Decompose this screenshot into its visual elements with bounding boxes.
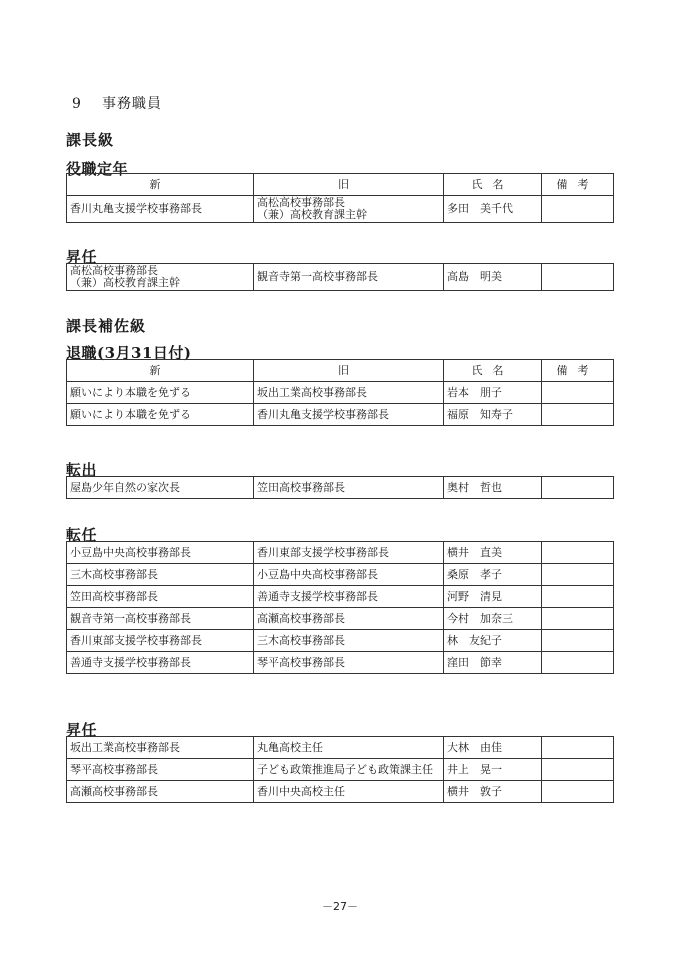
page-number: －27－ bbox=[322, 900, 358, 913]
header-remarks: 備考 bbox=[542, 360, 614, 382]
hosa-promotion-heading: 昇任 bbox=[66, 721, 98, 739]
table-row bbox=[67, 264, 614, 291]
hosa-promotion-table bbox=[66, 736, 614, 803]
table-header bbox=[67, 174, 614, 196]
cell-old: 香川中央高校主任 bbox=[254, 781, 444, 803]
cell-remarks bbox=[542, 264, 614, 291]
cell-old-line1: 高松高校事務部長 bbox=[257, 196, 345, 209]
cell-name: 窪田 節幸 bbox=[444, 652, 542, 674]
cell-remarks bbox=[542, 781, 614, 803]
hosa-transfer-table bbox=[66, 541, 614, 674]
table-row bbox=[67, 404, 614, 426]
cell-new: 観音寺第一高校事務部長 bbox=[67, 608, 254, 630]
cell-remarks bbox=[542, 630, 614, 652]
transfer-out-heading: 転出 bbox=[66, 461, 98, 479]
hosa-heading: 課長補佐級 bbox=[66, 317, 147, 335]
cell-old: 香川丸亀支援学校事務部長 bbox=[254, 404, 444, 426]
table-row bbox=[67, 382, 614, 404]
cell-old: 丸亀高校主任 bbox=[254, 737, 444, 759]
cell-name: 福原 知寿子 bbox=[444, 404, 542, 426]
kacho-promotion-heading: 昇任 bbox=[66, 248, 98, 266]
cell-new: 香川丸亀支援学校事務部長 bbox=[67, 196, 254, 223]
cell-name: 今村 加奈三 bbox=[444, 608, 542, 630]
cell-old: 観音寺第一高校事務部長 bbox=[254, 264, 444, 291]
cell-remarks bbox=[542, 737, 614, 759]
cell-name: 高島 明美 bbox=[444, 264, 542, 291]
cell-old-line2: （兼）高校教育課主幹 bbox=[257, 208, 367, 221]
cell-new: 善通寺支援学校事務部長 bbox=[67, 652, 254, 674]
cell-remarks bbox=[542, 196, 614, 223]
section-number: 9 bbox=[72, 96, 82, 112]
cell-remarks bbox=[542, 759, 614, 781]
cell-name: 多田 美千代 bbox=[444, 196, 542, 223]
table-header bbox=[67, 360, 614, 382]
cell-remarks bbox=[542, 404, 614, 426]
cell-remarks bbox=[542, 382, 614, 404]
header-name: 氏名 bbox=[444, 174, 542, 196]
cell-new: 笠田高校事務部長 bbox=[67, 586, 254, 608]
table-row bbox=[67, 586, 614, 608]
cell-name: 奥村 哲也 bbox=[444, 477, 542, 499]
cell-remarks bbox=[542, 477, 614, 499]
cell-old: 善通寺支援学校事務部長 bbox=[254, 586, 444, 608]
cell-new: 琴平高校事務部長 bbox=[67, 759, 254, 781]
cell-name: 大林 由佳 bbox=[444, 737, 542, 759]
table-row bbox=[67, 630, 614, 652]
table-row bbox=[67, 652, 614, 674]
table-row bbox=[67, 542, 614, 564]
cell-old: 琴平高校事務部長 bbox=[254, 652, 444, 674]
cell-new: 願いにより本職を免ずる bbox=[67, 382, 254, 404]
cell-new: 坂出工業高校事務部長 bbox=[67, 737, 254, 759]
cell-remarks bbox=[542, 652, 614, 674]
cell-old: 三木高校事務部長 bbox=[254, 630, 444, 652]
cell-remarks bbox=[542, 564, 614, 586]
header-new: 新 bbox=[67, 174, 254, 196]
cell-new: 屋島少年自然の家次長 bbox=[67, 477, 254, 499]
cell-old bbox=[254, 196, 444, 223]
section-heading bbox=[72, 93, 162, 113]
cell-old: 香川東部支援学校事務部長 bbox=[254, 542, 444, 564]
cell-new: 願いにより本職を免ずる bbox=[67, 404, 254, 426]
header-name: 氏名 bbox=[444, 360, 542, 382]
cell-name: 河野 清見 bbox=[444, 586, 542, 608]
kacho-promotion-table bbox=[66, 263, 614, 291]
hosa-transfer-out-table bbox=[66, 476, 614, 499]
header-old: 旧 bbox=[254, 360, 444, 382]
cell-old: 笠田高校事務部長 bbox=[254, 477, 444, 499]
header-remarks: 備考 bbox=[542, 174, 614, 196]
cell-old: 子ども政策推進局子ども政策課主任 bbox=[254, 759, 444, 781]
section-title: 事務職員 bbox=[102, 96, 162, 112]
cell-name: 横井 直美 bbox=[444, 542, 542, 564]
header-old: 旧 bbox=[254, 174, 444, 196]
cell-remarks bbox=[542, 608, 614, 630]
table-row bbox=[67, 781, 614, 803]
cell-name: 横井 敦子 bbox=[444, 781, 542, 803]
transfer-heading: 転任 bbox=[66, 526, 98, 544]
resignation-heading: 退職(3月31日付) bbox=[66, 344, 192, 362]
retirement-heading: 役職定年 bbox=[66, 160, 129, 178]
hosa-resignation-table bbox=[66, 359, 614, 426]
cell-new: 三木高校事務部長 bbox=[67, 564, 254, 586]
cell-name: 井上 晃一 bbox=[444, 759, 542, 781]
cell-remarks bbox=[542, 586, 614, 608]
kacho-heading: 課長級 bbox=[66, 131, 115, 149]
cell-new: 小豆島中央高校事務部長 bbox=[67, 542, 254, 564]
table-row bbox=[67, 196, 614, 223]
table-row bbox=[67, 737, 614, 759]
table-row bbox=[67, 564, 614, 586]
cell-new bbox=[67, 264, 254, 291]
cell-new-line1: 高松高校事務部長 bbox=[70, 264, 158, 277]
cell-old: 高瀬高校事務部長 bbox=[254, 608, 444, 630]
kacho-retirement-table bbox=[66, 173, 614, 223]
cell-old: 小豆島中央高校事務部長 bbox=[254, 564, 444, 586]
cell-name: 林 友紀子 bbox=[444, 630, 542, 652]
cell-name: 岩本 朋子 bbox=[444, 382, 542, 404]
cell-new: 香川東部支援学校事務部長 bbox=[67, 630, 254, 652]
table-row bbox=[67, 477, 614, 499]
header-new: 新 bbox=[67, 360, 254, 382]
cell-new-line2: （兼）高校教育課主幹 bbox=[70, 276, 180, 289]
cell-name: 桑原 孝子 bbox=[444, 564, 542, 586]
cell-remarks bbox=[542, 542, 614, 564]
table-row bbox=[67, 759, 614, 781]
cell-old: 坂出工業高校事務部長 bbox=[254, 382, 444, 404]
table-row bbox=[67, 608, 614, 630]
cell-new: 高瀬高校事務部長 bbox=[67, 781, 254, 803]
